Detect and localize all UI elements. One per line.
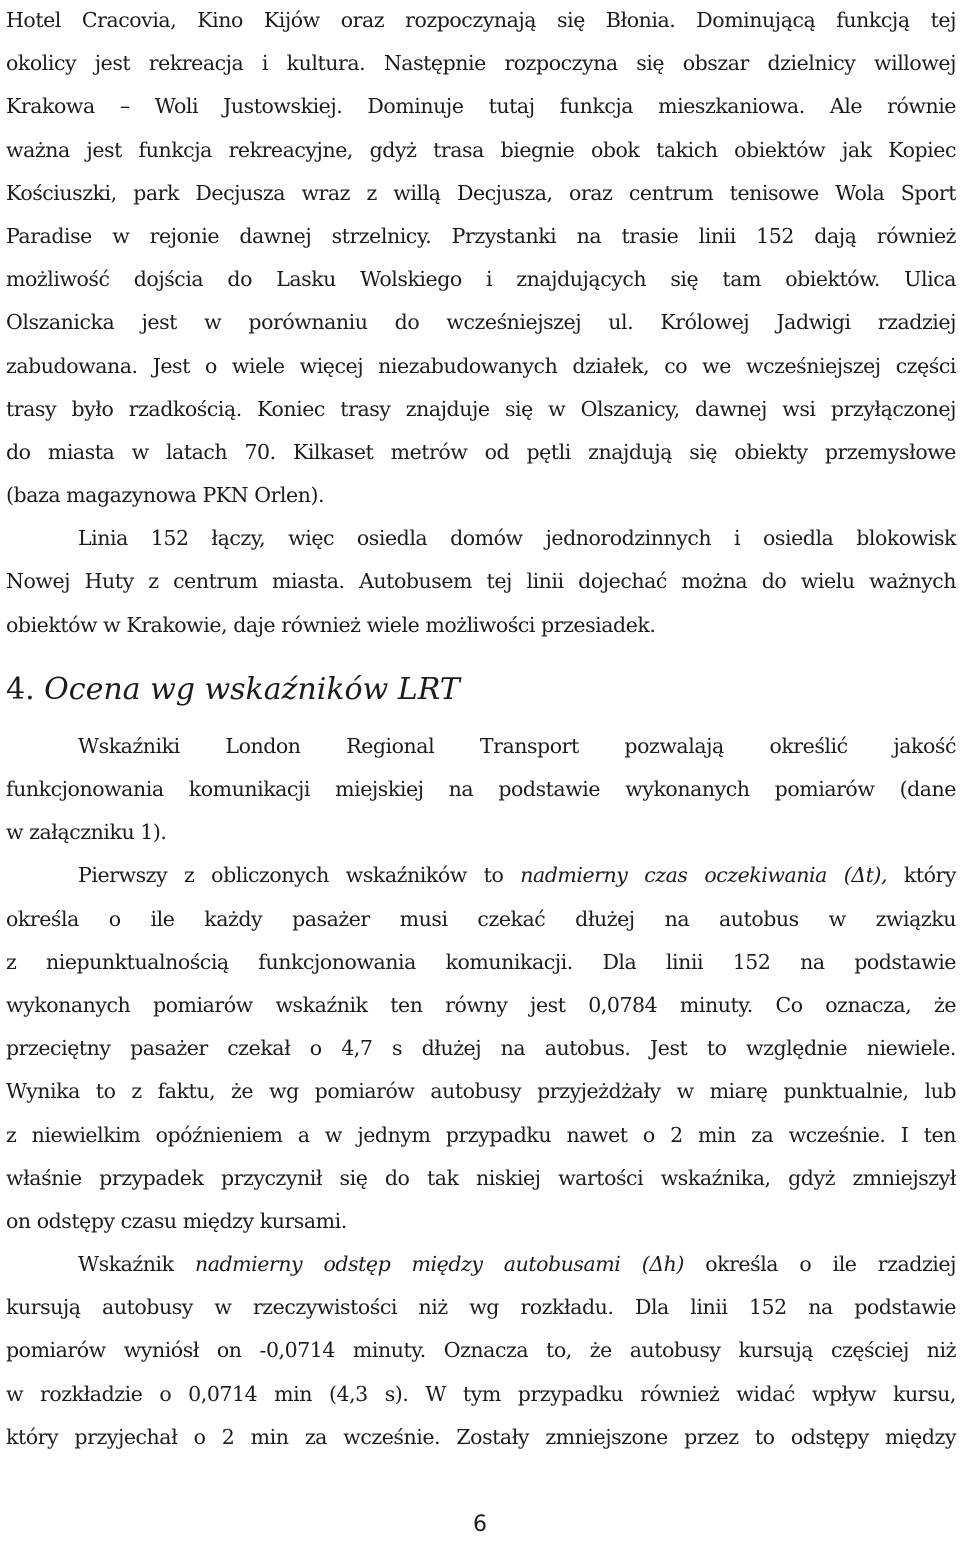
text-line: zabudowana. Jest o wiele więcej niezabudowanych działek, co we wcześniejszej części bbox=[6, 353, 956, 378]
text-line: do miasta w latach 70. Kilkaset metrów od pętli znajdują się obiekty przemysłowe bbox=[6, 439, 956, 464]
text-line: trasy było rzadkością. Koniec trasy znajduje się w Olszanicy, dawnej wsi przyłączonej bbox=[6, 396, 956, 421]
text-line: wykonanych pomiarów wskaźnik ten równy jest 0,0784 minuty. Co oznacza, że bbox=[6, 992, 956, 1017]
text-run: Pierwszy z obliczonych wskaźników to bbox=[78, 863, 521, 888]
text-line: określa o ile każdy pasażer musi czekać dłużej na autobus w związku bbox=[6, 906, 956, 931]
text-line: Hotel Cracovia, Kino Kijów oraz rozpoczynają się Błonia. Dominującą funkcją tej bbox=[6, 8, 956, 32]
text-line: pomiarów wyniósł on -0,0714 minuty. Oznacza to, że autobusy kursują częściej niż bbox=[6, 1338, 956, 1363]
section-heading bbox=[6, 655, 956, 725]
document-page bbox=[6, 0, 956, 1459]
text-line: Wskaźniki London Regional Transport pozwalają określić jakość bbox=[78, 733, 956, 758]
text-line: Nowej Huty z centrum miasta. Autobusem tej linii dojechać można do wielu ważnych bbox=[6, 569, 956, 594]
text-line: właśnie przypadek przyczynił się do tak niskiej wartości wskaźnika, gdyż zmniejszył bbox=[6, 1165, 956, 1190]
text-line: z niepunktualnością funkcjonowania komunikacji. Dla linii 152 na podstawie bbox=[6, 949, 956, 974]
section-number: 4. bbox=[6, 671, 35, 707]
text-line: okolicy jest rekreacja i kultura. Następnie rozpoczyna się obszar dzielnicy willowej bbox=[6, 51, 956, 76]
emphasis-term: nadmierny odstęp między autobusami (Δh) bbox=[194, 1252, 684, 1277]
text-line: z niewielkim opóźnieniem a w jednym przypadku nawet o 2 min za wcześnie. I ten bbox=[6, 1122, 956, 1147]
paragraph-5 bbox=[6, 1243, 956, 1459]
text-line: Wynika to z faktu, że wg pomiarów autobusy przyjeżdżały w miarę punktualnie, lub bbox=[6, 1079, 956, 1104]
section-title: Ocena wg wskaźników LRT bbox=[44, 671, 460, 707]
text-run: który bbox=[887, 863, 956, 888]
text-line: który przyjechał o 2 min za wcześnie. Zostały zmniejszone przez to odstępy między bbox=[6, 1424, 956, 1449]
text-line: w załączniku 1). bbox=[6, 820, 167, 845]
text-line: funkcjonowania komunikacji miejskiej na podstawie wykonanych pomiarów (dane bbox=[6, 777, 956, 801]
text-line: Linia 152 łączy, więc osiedla domów jednorodzinnych i osiedla blokowisk bbox=[78, 526, 956, 551]
text-line: obiektów w Krakowie, daje również wiele możliwości przesiadek. bbox=[6, 612, 656, 637]
paragraph-1 bbox=[6, 0, 956, 517]
text-line: przeciętny pasażer czekał o 4,7 s dłużej na autobus. Jest to względnie niewiele. bbox=[6, 1036, 956, 1061]
paragraph-3 bbox=[6, 725, 956, 855]
text-line: kursują autobusy w rzeczywistości niż wg rozkładu. Dla linii 152 na podstawie bbox=[6, 1295, 956, 1320]
text-line: Olszanicka jest w porównaniu do wcześniejszej ul. Królowej Jadwigi rzadziej bbox=[6, 310, 956, 335]
text-line bbox=[6, 854, 956, 897]
text-run: Wskaźnik bbox=[78, 1252, 195, 1277]
paragraph-2 bbox=[6, 517, 956, 647]
paragraph-4 bbox=[6, 854, 956, 1243]
text-line bbox=[6, 1243, 956, 1286]
text-line: w rozkładzie o 0,0714 min (4,3 s). W tym przypadku również widać wpływ kursu, bbox=[6, 1381, 956, 1406]
text-line: Kościuszki, park Decjusza wraz z willą Decjusza, oraz centrum tenisowe Wola Sport bbox=[6, 180, 956, 205]
text-line: możliwość dojścia do Lasku Wolskiego i znajdujących się tam obiektów. Ulica bbox=[6, 267, 956, 292]
text-line: Paradise w rejonie dawnej strzelnicy. Przystanki na trasie linii 152 dają również bbox=[6, 223, 956, 248]
page-number: 6 bbox=[473, 1512, 487, 1537]
text-line: ważna jest funkcja rekreacyjne, gdyż trasa biegnie obok takich obiektów jak Kopiec bbox=[6, 137, 956, 162]
text-run: określa o ile rzadziej bbox=[683, 1252, 956, 1277]
text-line: (baza magazynowa PKN Orlen). bbox=[6, 483, 325, 508]
text-line: Krakowa – Woli Justowskiej. Dominuje tutaj funkcja mieszkaniowa. Ale równie bbox=[6, 94, 956, 119]
text-line: on odstępy czasu między kursami. bbox=[6, 1208, 347, 1233]
emphasis-term: nadmierny czas oczekiwania (Δt), bbox=[520, 863, 888, 888]
